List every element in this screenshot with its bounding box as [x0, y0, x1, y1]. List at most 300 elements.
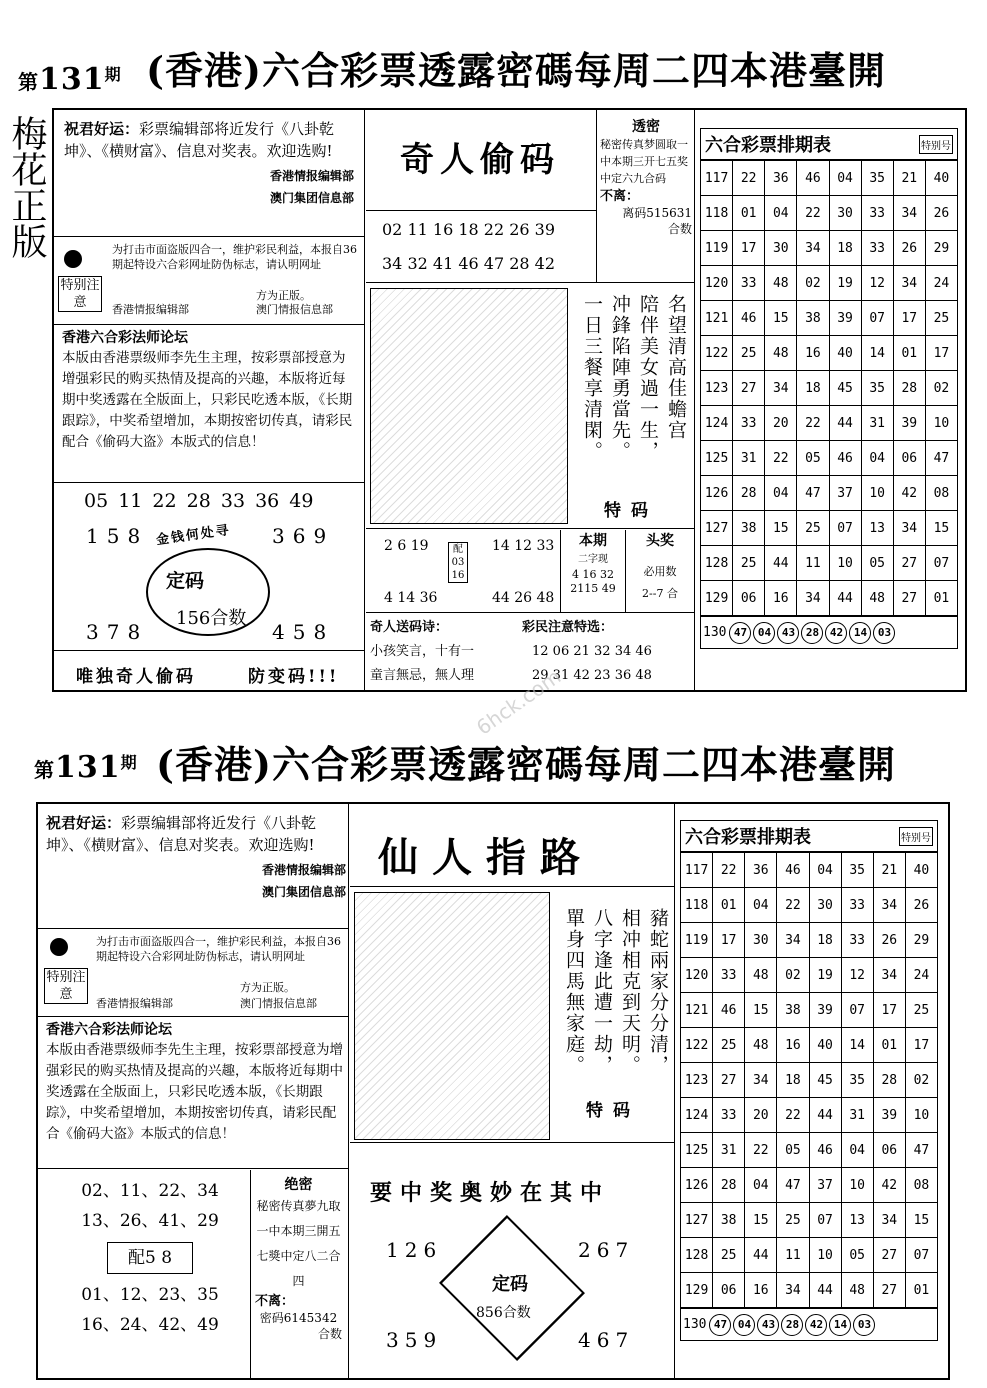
number-cell: 05	[841, 1238, 873, 1273]
schedule-row	[681, 888, 938, 923]
number-cell: 45	[829, 371, 861, 406]
issue-cell: 117	[681, 853, 713, 888]
number-cell: 36	[765, 161, 797, 196]
side-label: 梅花正版	[6, 115, 47, 259]
poem2-line2: 童言無忌，無人理	[370, 668, 475, 683]
number-cell: 22	[797, 406, 829, 441]
forum-divider	[54, 482, 364, 483]
number-cell: 10	[829, 546, 861, 581]
number-cell: 07	[861, 301, 893, 336]
col-divider-1	[364, 110, 365, 690]
last-balls-top	[728, 622, 896, 644]
caimin-title: 彩民注意特选：	[522, 620, 614, 635]
center-divider-b-a	[350, 886, 674, 887]
number-cell: 17	[873, 993, 905, 1028]
number-cell: 17	[733, 231, 765, 266]
number-cell: 40	[829, 336, 861, 371]
number-cell: 46	[829, 441, 861, 476]
number-cell: 10	[905, 1098, 937, 1133]
number-cell: 48	[765, 336, 797, 371]
horse-illustration	[354, 892, 550, 1140]
issue-cell: 127	[701, 511, 733, 546]
issue-cell: 121	[681, 993, 713, 1028]
number-cell: 25	[777, 1203, 809, 1238]
number-cell: 46	[797, 161, 829, 196]
greeting-text: 彩票编辑部将近发行《八卦乾坤》、《横财富》、信息对奖表。欢迎选购!	[64, 120, 335, 160]
notice-label-b: 特别注意	[44, 968, 88, 1004]
number-cell: 45	[809, 1063, 841, 1098]
secret-text: 秘密传真梦圆取一中本期三开七五奖中定六九合码	[600, 138, 688, 185]
issue-cell: 124	[701, 406, 733, 441]
schedule-row	[681, 1168, 938, 1203]
number-cell: 34	[765, 371, 797, 406]
issue-cell: 125	[681, 1133, 713, 1168]
poem2-block	[370, 616, 510, 688]
number-cell: 05	[797, 441, 829, 476]
bomb-icon	[64, 250, 82, 268]
number-cell: 27	[893, 546, 925, 581]
mix-right-top: 14 12 33	[492, 538, 555, 554]
num-tl: 158	[86, 524, 149, 548]
number-cell: 13	[861, 511, 893, 546]
issue-cell: 117	[701, 161, 733, 196]
number-cell: 25	[733, 336, 765, 371]
poem-line-4: 一日三餐享清閑。	[581, 294, 603, 462]
number-cell: 33	[841, 923, 873, 958]
number-cell: 44	[745, 1238, 777, 1273]
benqi-title: 本期	[579, 533, 607, 549]
number-cell: 25	[797, 511, 829, 546]
benqi-block	[560, 530, 626, 612]
center-divider-c	[366, 528, 694, 529]
number-cell: 30	[809, 888, 841, 923]
issue-cell: 126	[701, 476, 733, 511]
number-cell: 28	[733, 476, 765, 511]
oval-sum: 156合数	[176, 608, 247, 629]
number-cell: 12	[861, 266, 893, 301]
issue-suffix: 期	[104, 65, 122, 84]
number-cell: 08	[925, 476, 957, 511]
notice-sig2: 澳门情报信息部	[256, 303, 333, 316]
issue-prefix: 第	[18, 70, 39, 94]
left-nums-1: 02、11、22、34	[81, 1181, 219, 1201]
number-cell: 14	[841, 1028, 873, 1063]
number-cell: 02	[925, 371, 957, 406]
poem-label-top: 特码	[604, 501, 658, 521]
number-cell: 38	[797, 301, 829, 336]
number-cell: 01	[713, 888, 745, 923]
number-cell: 15	[905, 1203, 937, 1238]
schedule-row	[681, 1203, 938, 1238]
mix-block	[370, 532, 560, 610]
greeting-sig1: 香港情报编辑部	[269, 169, 354, 183]
issue-cell: 123	[701, 371, 733, 406]
number-cell: 35	[861, 161, 893, 196]
issue-cell: 118	[701, 196, 733, 231]
issue-cell: 129	[681, 1273, 713, 1308]
number-cell: 10	[925, 406, 957, 441]
number-cell: 38	[777, 993, 809, 1028]
schedule-row	[701, 581, 958, 616]
col-divider-b2	[674, 804, 675, 1378]
issue-cell: 120	[681, 958, 713, 993]
number-cell: 06	[873, 1133, 905, 1168]
last-issue: 130	[703, 625, 727, 640]
number-cell: 16	[745, 1273, 777, 1308]
result-ball: 04	[753, 622, 775, 644]
left-nums-block	[60, 1176, 240, 1340]
schedule-row	[681, 923, 938, 958]
secret-divider	[596, 110, 597, 282]
issue-cell: 119	[701, 231, 733, 266]
toujiang-block	[628, 530, 692, 602]
issue-number-top	[18, 62, 122, 97]
greeting-sig1-b: 香港情报编辑部	[261, 863, 346, 877]
last-issue-row-top	[700, 616, 958, 649]
mix-mid: 配 03 16	[448, 542, 468, 583]
number-cell: 33	[861, 231, 893, 266]
number-cell: 26	[893, 231, 925, 266]
number-cell: 18	[777, 1063, 809, 1098]
number-cell: 25	[733, 546, 765, 581]
number-cell: 35	[841, 853, 873, 888]
result-ball: 03	[873, 622, 895, 644]
secret-title-b: 绝密	[284, 1177, 313, 1193]
number-cell: 39	[829, 301, 861, 336]
number-cell: 29	[925, 231, 957, 266]
issue-number-bottom	[34, 750, 138, 785]
number-cell: 02	[777, 958, 809, 993]
greeting-block	[64, 118, 354, 206]
schedule-bottom	[680, 820, 938, 1341]
secret-block	[600, 116, 692, 237]
number-cell: 39	[809, 993, 841, 1028]
forum-title: 香港六合彩法师论坛	[62, 330, 188, 346]
number-cell: 17	[713, 923, 745, 958]
issue-cell: 125	[701, 441, 733, 476]
issue-cell: 124	[681, 1098, 713, 1133]
number-cell: 39	[893, 406, 925, 441]
number-cell: 06	[733, 581, 765, 616]
number-cell: 34	[873, 888, 905, 923]
number-cell: 17	[893, 301, 925, 336]
number-cell: 04	[861, 441, 893, 476]
forum-title-b: 香港六合彩法师论坛	[46, 1022, 172, 1038]
number-cell: 08	[905, 1168, 937, 1203]
number-cell: 33	[841, 888, 873, 923]
number-cell: 44	[809, 1273, 841, 1308]
number-cell: 04	[829, 161, 861, 196]
number-cell: 44	[829, 406, 861, 441]
schedule-table-top	[700, 160, 958, 616]
number-cell: 19	[809, 958, 841, 993]
notice-text-b: 为打击市面盗版四合一，维护彩民利益，本报自36期起特设六合彩网址防伪标志，请认明网址	[96, 935, 341, 963]
number-cell: 04	[745, 888, 777, 923]
schedule-row	[681, 853, 938, 888]
number-cell: 05	[861, 546, 893, 581]
result-ball: 43	[777, 622, 799, 644]
poem2-line1: 小孩笑言，十有一	[370, 644, 475, 659]
schedule-tag: 特别号	[919, 135, 953, 154]
number-cell: 30	[765, 231, 797, 266]
footer-divider	[54, 650, 364, 651]
number-cell: 29	[905, 923, 937, 958]
number-cell: 12	[841, 958, 873, 993]
num-bl: 378	[86, 620, 149, 644]
number-cell: 34	[873, 958, 905, 993]
notice-suffix: 方为正版。	[256, 289, 311, 302]
poem-line-2: 陪伴美女過一生，	[637, 294, 659, 462]
issue-cell: 128	[701, 546, 733, 581]
left-nums-3: 配5 8	[107, 1242, 193, 1274]
number-cell: 27	[873, 1273, 905, 1308]
notice-divider	[54, 324, 364, 325]
number-cell: 01	[893, 336, 925, 371]
number-cell: 18	[797, 371, 829, 406]
left-nums-4: 01、12、23、35	[81, 1285, 219, 1305]
number-cell: 04	[765, 196, 797, 231]
schedule-row	[701, 511, 958, 546]
num-br: 458	[272, 620, 335, 644]
issue-cell: 120	[701, 266, 733, 301]
number-cell: 04	[765, 476, 797, 511]
oval-title: 定码	[166, 570, 205, 592]
number-cell: 35	[861, 371, 893, 406]
number-cell: 17	[905, 1028, 937, 1063]
number-cell: 34	[893, 196, 925, 231]
schedule-row	[681, 1098, 938, 1133]
notice-block	[56, 240, 362, 322]
number-cell: 34	[797, 581, 829, 616]
poem-b-line-3: 八字逢此遭一劫，	[591, 908, 613, 1076]
number-cell: 01	[905, 1273, 937, 1308]
number-cell: 33	[861, 196, 893, 231]
number-cell: 22	[745, 1133, 777, 1168]
greeting-title-b: 祝君好运：	[46, 814, 122, 832]
number-cell: 46	[809, 1133, 841, 1168]
schedule-row	[681, 1028, 938, 1063]
issue-suffix-b: 期	[120, 753, 138, 772]
col-divider-2	[694, 110, 695, 690]
number-cell: 28	[713, 1168, 745, 1203]
issue-cell: 126	[681, 1168, 713, 1203]
bomb-icon-b	[50, 938, 68, 956]
notice-label: 特别注意	[58, 276, 102, 312]
mix-left-top: 2 6 19	[384, 538, 429, 554]
number-cell: 28	[893, 371, 925, 406]
number-cell: 16	[777, 1028, 809, 1063]
mix-left-bot: 4 14 36	[384, 590, 438, 606]
poem-b-line-1: 豬蛇兩家分分清，	[647, 908, 669, 1076]
number-cell: 26	[905, 888, 937, 923]
number-cell: 17	[925, 336, 957, 371]
watermark: 6hck.com	[471, 664, 566, 740]
number-cell: 48	[861, 581, 893, 616]
number-cell: 37	[809, 1168, 841, 1203]
notice-text: 为打击市面盗版四合一，维护彩民利益，本报自36期起特设六合彩网址防伪标志，请认明网址	[112, 243, 357, 271]
number-cell: 06	[713, 1273, 745, 1308]
number-cell: 26	[925, 196, 957, 231]
number-cell: 07	[905, 1238, 937, 1273]
number-cell: 15	[925, 511, 957, 546]
result-ball: 28	[781, 1314, 803, 1336]
arc-text-bottom: 要中奖奥妙在其中	[370, 1180, 611, 1206]
greeting-sig2-b: 澳门集团信息部	[261, 885, 346, 899]
col-divider-b1	[348, 804, 349, 1378]
issue-cell: 122	[701, 336, 733, 371]
number-cell: 24	[905, 958, 937, 993]
number-cell: 16	[765, 581, 797, 616]
buli-code: 离码515631	[622, 206, 692, 220]
number-cell: 26	[873, 923, 905, 958]
schedule-row	[701, 546, 958, 581]
number-cell: 48	[745, 958, 777, 993]
number-cell: 27	[873, 1238, 905, 1273]
schedule-row	[701, 406, 958, 441]
mix-right-bot: 44 26 48	[492, 590, 555, 606]
number-cell: 22	[765, 441, 797, 476]
number-cell: 22	[713, 853, 745, 888]
issue-cell: 121	[701, 301, 733, 336]
schedule-row	[701, 301, 958, 336]
number-cell: 21	[893, 161, 925, 196]
schedule-row	[701, 196, 958, 231]
center-divider-b-b	[350, 1142, 674, 1143]
schedule-row	[701, 441, 958, 476]
secret-block-b	[250, 1170, 346, 1378]
number-cell: 19	[829, 266, 861, 301]
number-cell: 46	[733, 301, 765, 336]
result-ball: 42	[805, 1314, 827, 1336]
number-cell: 24	[925, 266, 957, 301]
result-ball: 42	[825, 622, 847, 644]
number-cell: 04	[809, 853, 841, 888]
poem-line-1: 名望清高佳蟾宫	[665, 294, 687, 441]
center-nums2: 34 32 41 46 47 28 42	[382, 254, 556, 273]
number-cell: 02	[797, 266, 829, 301]
number-cell: 04	[841, 1133, 873, 1168]
result-ball: 03	[853, 1314, 875, 1336]
toujiang-title: 头奖	[646, 533, 674, 549]
secret-text-b: 秘密传真夢九取一中本期三開五七獎中定八二合四	[256, 1199, 341, 1288]
number-cell: 33	[733, 406, 765, 441]
number-cell: 30	[829, 196, 861, 231]
number-cell: 22	[777, 1098, 809, 1133]
number-cell: 34	[777, 923, 809, 958]
greeting-divider	[54, 236, 364, 237]
num-b-bl: 359	[386, 1328, 443, 1352]
poem-top	[576, 294, 688, 504]
schedule-title: 六合彩票排期表	[705, 135, 831, 156]
number-cell: 44	[809, 1098, 841, 1133]
number-cell: 18	[829, 231, 861, 266]
greeting-divider-b	[38, 928, 348, 929]
number-cell: 20	[765, 406, 797, 441]
schedule-row	[681, 1133, 938, 1168]
number-cell: 33	[733, 266, 765, 301]
number-cell: 01	[925, 581, 957, 616]
number-cell: 01	[733, 196, 765, 231]
number-cell: 33	[713, 958, 745, 993]
number-cell: 31	[861, 406, 893, 441]
number-cell: 44	[829, 581, 861, 616]
number-cell: 47	[797, 476, 829, 511]
number-cell: 06	[893, 441, 925, 476]
poem-label-bottom: 特码	[586, 1101, 640, 1121]
number-cell: 40	[925, 161, 957, 196]
number-cell: 48	[765, 266, 797, 301]
buli-code-b: 密码6145342	[259, 1311, 338, 1325]
toujiang-sub: 必用数	[643, 565, 677, 578]
center-divider-b	[366, 282, 694, 283]
schedule-row	[701, 371, 958, 406]
number-cell: 07	[829, 511, 861, 546]
footer-left: 唯独奇人偷码	[76, 667, 196, 687]
number-cell: 46	[713, 993, 745, 1028]
poem-line-3: 冲鋒陷陣勇當先。	[609, 294, 631, 462]
poem-b-line-4: 單身四馬無家庭。	[563, 908, 585, 1076]
number-cell: 28	[873, 1063, 905, 1098]
number-cell: 48	[841, 1273, 873, 1308]
issue-cell: 128	[681, 1238, 713, 1273]
number-cell: 13	[841, 1203, 873, 1238]
number-cell: 48	[745, 1028, 777, 1063]
schedule-row	[701, 336, 958, 371]
center-nums1: 02 11 16 18 22 26 39	[382, 220, 556, 239]
number-cell: 20	[745, 1098, 777, 1133]
number-cell: 31	[733, 441, 765, 476]
result-ball: 43	[757, 1314, 779, 1336]
result-ball: 47	[729, 622, 751, 644]
number-cell: 47	[905, 1133, 937, 1168]
footer-right: 防变码!!!	[248, 667, 340, 687]
left-nums-2: 13、26、41、29	[81, 1211, 219, 1231]
number-cell: 36	[745, 853, 777, 888]
issue-cell: 127	[681, 1203, 713, 1238]
schedule-row	[701, 266, 958, 301]
number-cell: 34	[797, 231, 829, 266]
notice-divider-b	[38, 1016, 348, 1017]
number-cell: 40	[905, 853, 937, 888]
number-cell: 14	[861, 336, 893, 371]
result-ball: 28	[801, 622, 823, 644]
number-cell: 47	[777, 1168, 809, 1203]
poem-b-line-2: 相冲相克到天明。	[619, 908, 641, 1076]
number-cell: 25	[905, 993, 937, 1028]
number-cell: 18	[809, 923, 841, 958]
schedule-tag-b: 特别号	[899, 827, 933, 846]
number-cell: 07	[809, 1203, 841, 1238]
headline-top: (香港)六合彩票透露密碼每周二四本港臺開	[146, 48, 886, 93]
poem2-title: 奇人送码诗：	[370, 620, 449, 635]
number-cell: 31	[841, 1098, 873, 1133]
notice-suffix-b: 方为正版。	[240, 981, 295, 994]
number-cell: 44	[765, 546, 797, 581]
issue-cell: 123	[681, 1063, 713, 1098]
result-ball: 14	[829, 1314, 851, 1336]
number-cell: 05	[777, 1133, 809, 1168]
schedule-row	[701, 161, 958, 196]
buli-sum-b: 合数	[317, 1327, 342, 1341]
result-ball: 47	[709, 1314, 731, 1336]
number-cell: 39	[873, 1098, 905, 1133]
number-cell: 07	[841, 993, 873, 1028]
result-ball: 14	[849, 622, 871, 644]
number-cell: 22	[797, 196, 829, 231]
notice-sig1-b: 香港情报编辑部	[96, 997, 173, 1010]
number-cell: 34	[893, 266, 925, 301]
caimin-line2: 29 31 42 23 36 48	[532, 668, 652, 683]
